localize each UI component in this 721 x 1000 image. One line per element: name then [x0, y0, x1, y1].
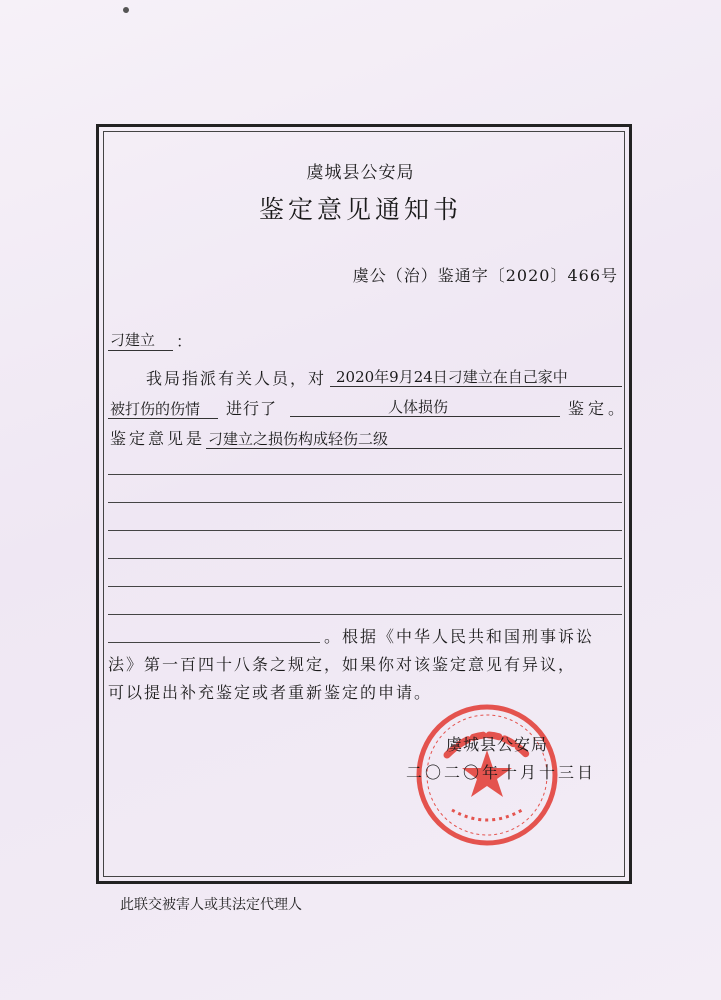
incident-underline [330, 386, 622, 387]
incident-description: 2020年9月24日刁建立在自己家中 [336, 368, 568, 386]
blank-line [108, 474, 622, 475]
footer-note: 此联交被害人或其法定代理人 [120, 897, 302, 913]
legal-basis-line2: 法》第一百四十八条之规定，如果你对该鉴定意见有异议， [108, 655, 577, 674]
injury-underline [108, 418, 218, 419]
signature-agency: 虞城县公安局 [446, 735, 549, 754]
issuing-agency: 虞城县公安局 [306, 163, 415, 183]
punch-hole-mark [123, 7, 129, 13]
recipient-underline [108, 350, 173, 351]
appraisal-type: 人体损伤 [388, 398, 449, 416]
recipient-colon: ： [176, 332, 193, 351]
legal-basis-line3: 可以提出补充鉴定或者重新鉴定的申请。 [108, 683, 433, 702]
recipient-name: 刁建立 [110, 331, 156, 349]
blank-line [108, 530, 622, 531]
body-line2-end: 鉴定。 [568, 399, 629, 418]
blank-line [108, 586, 622, 587]
blank-line [108, 558, 622, 559]
legal-basis-line1: 。根据《中华人民共和国刑事诉讼 [324, 627, 595, 646]
opinion-underline [206, 448, 622, 449]
body-line2-mid: 进行了 [226, 399, 278, 418]
document-title: 鉴定意见通知书 [258, 195, 462, 224]
blank-line-last [108, 642, 320, 643]
body-line1-prefix: 我局指派有关人员，对 [146, 369, 327, 388]
document-number: 虞公（治）鉴通字〔2020〕466号 [352, 266, 618, 285]
appraisal-type-underline [290, 416, 560, 417]
signature-date: 二〇二〇年十月十三日 [406, 763, 597, 782]
blank-line [108, 502, 622, 503]
blank-line [108, 614, 622, 615]
opinion-label: 鉴定意见是 [110, 429, 206, 448]
appraisal-opinion: 刁建立之损伤构成轻伤二级 [208, 430, 389, 448]
injury-description: 被打伤的伤情 [110, 400, 201, 418]
